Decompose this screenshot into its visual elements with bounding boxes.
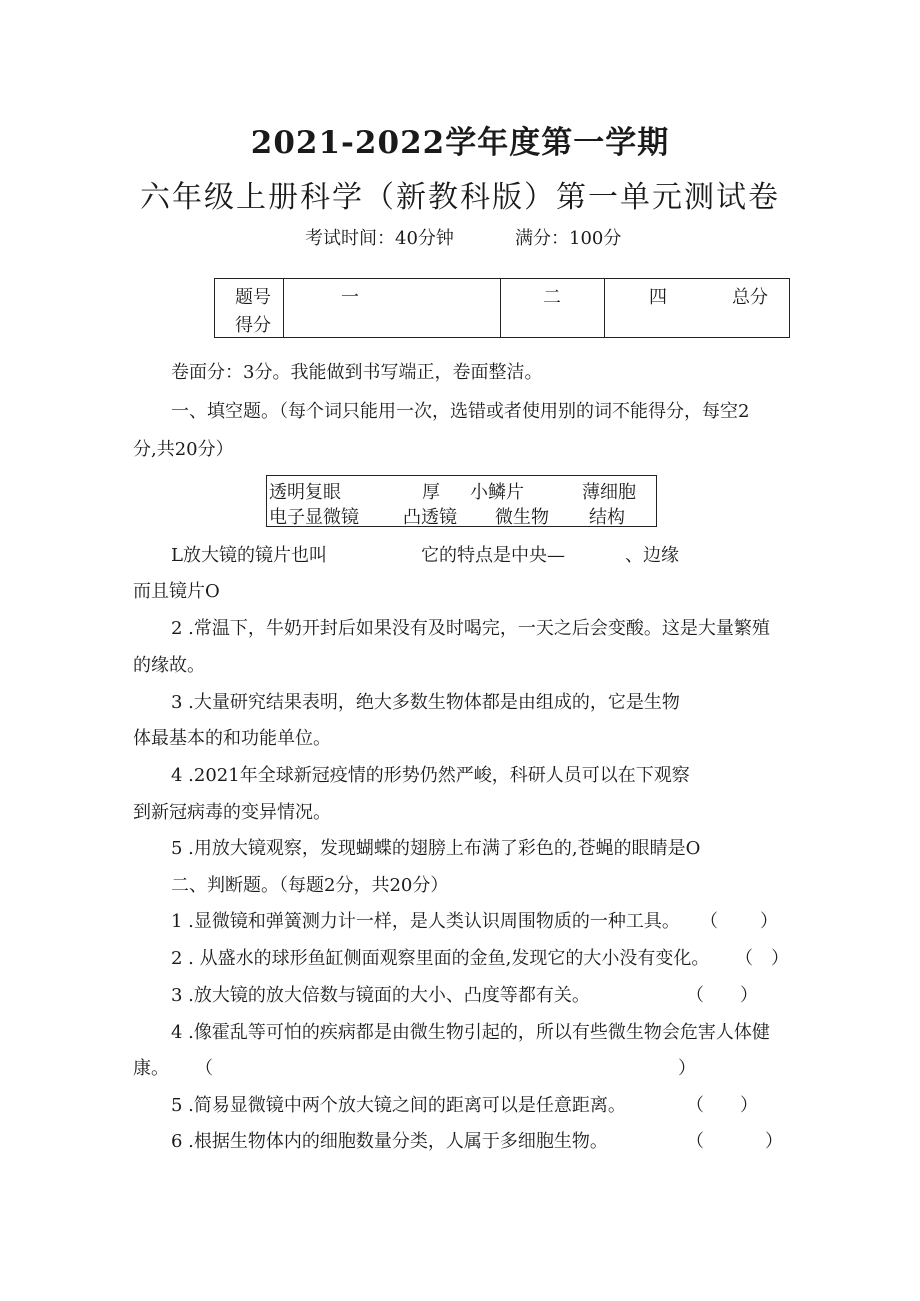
full-score: 满分：100分: [515, 228, 622, 249]
judge-q6: 6 .根据生物体内的细胞数量分类，人属于多细胞生物。: [171, 1131, 608, 1152]
column-total: 总分: [732, 287, 768, 308]
word-bank: [266, 475, 657, 527]
column-two: 二: [543, 287, 561, 308]
fill-q3-cont: 体最基本的和功能单位。: [133, 728, 331, 749]
neatness-note: 卷面分：3分。我能做到书写端正，卷面整洁。: [171, 362, 543, 383]
judge-q2: 2 . 从盛水的球形鱼缸侧面观察里面的金鱼,发现它的大小没有变化。: [171, 948, 710, 969]
section1-heading: 一、填空题。（每个词只能用一次，选错或者使用别的词不能得分，每空2: [171, 401, 750, 422]
column-one: 一: [341, 287, 359, 308]
word-item: 小鳞片: [470, 482, 524, 503]
answer-paren-close: ）: [678, 1058, 696, 1079]
answer-paren-open: （: [195, 1058, 213, 1079]
word-item: 薄细胞: [582, 482, 636, 503]
exam-subtitle: 六年级上册科学（新教科版）第一单元测试卷: [140, 180, 780, 215]
word-item: 电子显微镜: [269, 507, 359, 528]
answer-paren-open: （: [686, 1131, 704, 1152]
judge-q4: 4 .像霍乱等可怕的疾病都是由微生物引起的，所以有些微生物会危害人体健: [171, 1022, 770, 1043]
answer-paren-close: ）: [740, 1095, 758, 1116]
score-table: [214, 278, 790, 338]
label-score: 得分: [235, 315, 271, 336]
word-item: 凸透镜: [403, 507, 457, 528]
fill-q4-cont: 到新冠病毒的变异情况。: [133, 802, 331, 823]
label-question-number: 题号: [235, 287, 271, 308]
answer-paren-open: （: [686, 985, 704, 1006]
fill-q4: 4 .2021年全球新冠疫情的形势仍然严峻，科研人员可以在下观察: [171, 765, 690, 786]
fill-q5: 5 .用放大镜观察，发现蝴蝶的翅膀上布满了彩色的,苍蝇的眼睛是O: [171, 838, 701, 859]
exam-title: 2021-2022学年度第一学期: [250, 125, 670, 161]
judge-q1: 1 .显微镜和弹簧测力计一样，是人类认识周围物质的一种工具。: [171, 911, 680, 932]
judge-q3: 3 .放大镜的放大倍数与镜面的大小、凸度等都有关。: [171, 985, 590, 1006]
section2-heading: 二、判断题。（每题2分，共20分）: [171, 875, 449, 896]
answer-paren: （ ）: [735, 948, 789, 969]
answer-paren-close: ）: [760, 911, 778, 932]
fill-q1-part4: 而且镜片O: [133, 581, 220, 602]
answer-paren-close: ）: [740, 985, 758, 1006]
fill-q1-part3: 、边缘: [625, 545, 679, 566]
answer-paren-open: （: [700, 911, 718, 932]
answer-paren-close: ）: [765, 1131, 783, 1152]
judge-q4-cont: 康。: [133, 1058, 169, 1079]
fill-q2: 2 .常温下，牛奶开封后如果没有及时喝完，一天之后会变酸。这是大量繁殖: [171, 618, 770, 639]
section1-heading-cont: 分,共20分）: [133, 439, 234, 460]
fill-q1-part1: L放大镜的镜片也叫: [171, 545, 327, 566]
word-item: 透明复眼: [269, 482, 341, 503]
answer-paren-open: （: [686, 1095, 704, 1116]
word-item: 厚: [422, 482, 440, 503]
word-item: 结构: [589, 507, 625, 528]
word-item: 微生物: [495, 507, 549, 528]
exam-time: 考试时间：40分钟: [305, 228, 454, 249]
fill-q2-cont: 的缘故。: [133, 655, 205, 676]
fill-q1-part2: 它的特点是中央—: [421, 545, 565, 566]
fill-q3: 3 .大量研究结果表明，绝大多数生物体都是由组成的，它是生物: [171, 692, 680, 713]
column-four: 四: [649, 287, 667, 308]
judge-q5: 5 .简易显微镜中两个放大镜之间的距离可以是任意距离。: [171, 1095, 626, 1116]
